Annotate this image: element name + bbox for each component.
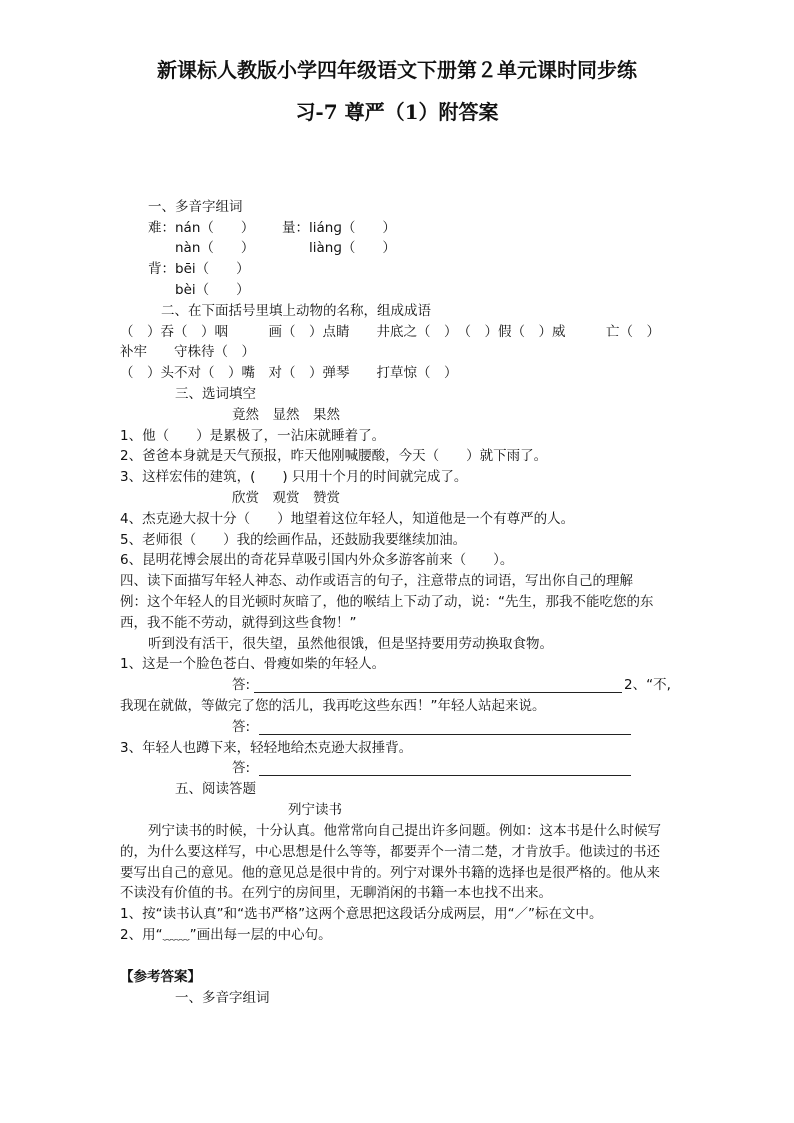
fill-question-5: 5、老师很（ ）我的绘画作品，还鼓励我要继续加油。 [120, 532, 467, 548]
reading-question-2: 2、用“﹏﹏”画出每一层的中心句。 [120, 927, 332, 943]
example-line1: 例：这个年轻人的目光顿时灰暗了，他的喉结上下动了动，说：“先生，那我不能吃您的东 [120, 594, 654, 610]
answer-line-2[interactable] [259, 734, 631, 735]
reading-question-1: 1、按“读书认真”和“选书严格”这两个意思把这段话分成两层，用“／”标在文中。 [120, 906, 603, 922]
fill-question-2: 2、爸爸本身就是天气预报，昨天他刚喊腰酸，今天（ ）就下雨了。 [120, 448, 548, 464]
fill-question-3: 3、这样宏伟的建筑，( ) 只用十个月的时间就完成了。 [120, 469, 468, 485]
passage-line4: 不读没有价值的书。在列宁的房间里，无聊消闲的书籍一本也找不出来。 [120, 885, 552, 901]
polyphone-bei2: bèi（ ） [175, 282, 250, 298]
passage-line3: 要写出自己的意见。他的意见总是很中肯的。列宁对课外书籍的选择也是很严格的。他从来 [120, 865, 660, 881]
sentence-question-3: 3、年轻人也蹲下来，轻轻地给杰克逊大叔捶背。 [120, 740, 413, 756]
answer-line-3[interactable] [259, 775, 631, 776]
polyphone-bei1: 背：bēi（ ） [148, 261, 250, 277]
page-title-line1: 新课标人教版小学四年级语文下册第２单元课时同步练 [157, 58, 637, 82]
example-line2: 西，我不能不劳动，就得到这些食物！” [120, 615, 357, 631]
polyphone-liang2: liànɡ（ ） [309, 240, 396, 256]
section2-heading: 二、在下面括号里填上动物的名称，组成成语 [161, 303, 431, 319]
idiom-line2: 补牢 守株待（ ） [120, 344, 255, 360]
page-title-line2: 习-7 尊严（1）附答案 [295, 100, 499, 124]
section1-heading: 一、多音字组词 [148, 199, 243, 215]
answer-label-1: 答: [232, 677, 251, 693]
passage-line1: 列宁读书的时候，十分认真。他常常向自己提出许多问题。例如：这本书是什么时候写 [148, 823, 661, 839]
sentence-question-2-start: 2、“不, [624, 677, 671, 693]
answer-line-1[interactable] [254, 692, 622, 693]
fill-question-1: 1、他（ ）是累极了，一沾床就睡着了。 [120, 428, 386, 444]
polyphone-liang1: 量：liánɡ（ ） [282, 220, 396, 236]
polyphone-nan1: 难：nán（ ） [148, 220, 255, 236]
word-choices-2: 欣赏 观赏 赞赏 [232, 490, 340, 506]
answer-label-2: 答: [232, 719, 251, 735]
section5-heading: 五、阅读答题 [175, 781, 256, 797]
section4-heading: 四、读下面描写年轻人神态、动作或语言的句子，注意带点的词语，写出你自己的理解 [120, 573, 633, 589]
section3-heading: 三、选词填空 [175, 386, 256, 402]
answer-label-3: 答: [232, 760, 251, 776]
idiom-line3: （ ）头不对（ ）嘴 对（ ）弹琴 打草惊（ ） [120, 365, 458, 381]
idiom-line1: （ ）吞（ ）咽 画（ ）点睛 井底之（ ） （ ）假（ ）威 亡（ ） [120, 324, 660, 340]
fill-question-4: 4、杰克逊大叔十分（ ）地望着这位年轻人，知道他是一个有尊严的人。 [120, 511, 575, 527]
example-answer: 听到没有活干，很失望，虽然他很饿，但是坚持要用劳动换取食物。 [148, 636, 553, 652]
sentence-question-2-cont: 我现在就做，等做完了您的活儿，我再吃这些东西！”年轻人站起来说。 [120, 698, 546, 714]
answers-section1-heading: 一、多音字组词 [175, 990, 270, 1006]
answers-heading: 【参考答案】 [120, 969, 201, 985]
fill-question-6: 6、昆明花博会展出的奇花异草吸引国内外众多游客前来（ ）。 [120, 552, 514, 568]
passage-title: 列宁读书 [288, 802, 342, 818]
polyphone-nan2: nàn（ ） [175, 240, 255, 256]
sentence-question-1: 1、这是一个脸色苍白、骨瘦如柴的年轻人。 [120, 656, 386, 672]
word-choices-1: 竟然 显然 果然 [232, 407, 340, 423]
passage-line2: 的，为什么要这样写，中心思想是什么等等，都要弄个一清二楚，才肯放手。他读过的书还 [120, 844, 660, 860]
